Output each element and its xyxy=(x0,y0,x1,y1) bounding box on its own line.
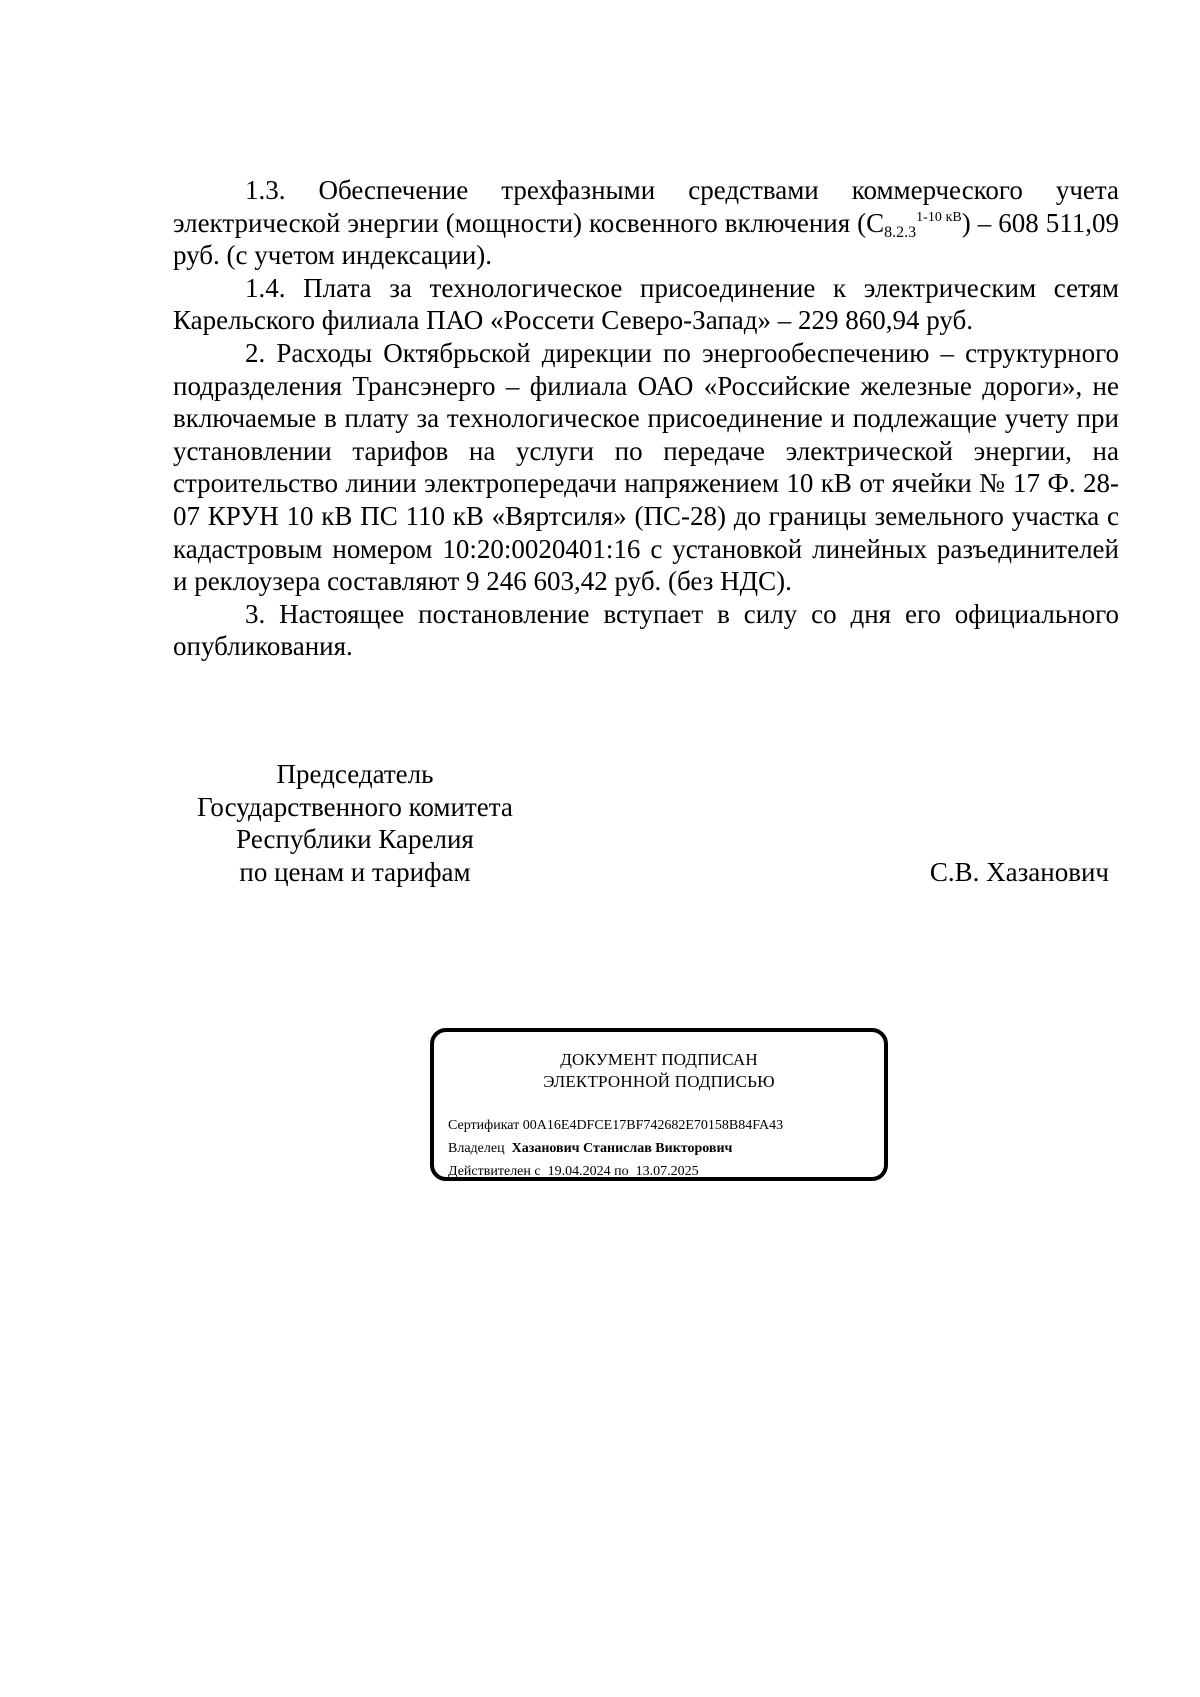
stamp-title-line: ЭЛЕКТРОННОЙ ПОДПИСЬЮ xyxy=(543,1072,775,1091)
electronic-signature-stamp xyxy=(430,1028,888,1181)
formula-c823 xyxy=(857,207,971,241)
stamp-valid-to-label: по xyxy=(614,1164,629,1179)
paragraph-1-4: 1.4. Плата за технологическое присоединение к электрическим сетям Карельского филиала ПАО «Россети Северо-Запад» – 229 860,94 руб. xyxy=(173,272,1119,336)
formula-open: (С xyxy=(857,207,885,238)
paragraph-1-3-amount: – 608 511,09 руб. (с учетом индексации). xyxy=(173,207,1119,271)
formula-close: ) xyxy=(961,207,971,238)
stamp-valid-label: Действителен с xyxy=(448,1164,541,1179)
stamp-validity-line xyxy=(448,1160,783,1183)
paragraph-1-3 xyxy=(173,174,1119,272)
document-body xyxy=(173,174,1119,663)
stamp-valid-from: 19.04.2024 xyxy=(547,1164,611,1179)
formula-superscript: 1-10 кВ xyxy=(916,209,962,225)
stamp-certificate-line xyxy=(448,1114,783,1137)
stamp-title xyxy=(434,1049,884,1093)
signer-position xyxy=(173,758,537,888)
signer-name: С.В. Хазанович xyxy=(929,856,1109,887)
stamp-certificate-label: Сертификат xyxy=(448,1118,520,1133)
stamp-certificate-value: 00A16E4DFCE17BF742682E70158B84FA43 xyxy=(522,1118,784,1133)
stamp-details xyxy=(448,1114,783,1183)
signer-position-line: Государственного комитета xyxy=(197,791,513,822)
signer-position-line: по ценам и тарифам xyxy=(239,856,471,887)
stamp-owner-label: Владелец xyxy=(448,1141,505,1156)
signer-position-line: Республики Карелия xyxy=(236,824,474,855)
signer-position-line: Председатель xyxy=(276,759,434,789)
stamp-title-line: ДОКУМЕНТ ПОДПИСАН xyxy=(560,1050,758,1069)
paragraph-2: 2. Расходы Октябрьской дирекции по энергообеспечению – структурного подразделения Трансэнерго – филиала ОАО «Российские железные дороги», не включаемые в плату за технологическое присоединение и подлежащие учету при установлении тарифов на услуги по передаче электрической энергии, на строительство линии электропередачи напряжением 10 кВ от ячейки № 17 Ф. 28-07 КРУН 10 кВ ПС 110 кВ «Вяртсиля» (ПС-28) до границы земельного участка с кадастровым номером 10:20:0020401:16 с установкой линейных разъединителей и реклоузера составляют 9 246 603,42 руб. (без НДС). xyxy=(173,337,1119,597)
stamp-owner-value: Хазанович Станислав Викторович xyxy=(511,1141,733,1156)
paragraph-1-3-text: 1.3. Обеспечение трехфазными средствами коммерческого учета электрической энергии (мощности) косвенного включения xyxy=(173,175,1119,238)
paragraph-3: 3. Настоящее постановление вступает в силу со дня его официального опубликования. xyxy=(173,598,1119,662)
formula-subscript: 8.2.3 xyxy=(884,223,917,241)
stamp-valid-to: 13.07.2025 xyxy=(635,1164,699,1179)
stamp-owner-line xyxy=(448,1137,783,1160)
